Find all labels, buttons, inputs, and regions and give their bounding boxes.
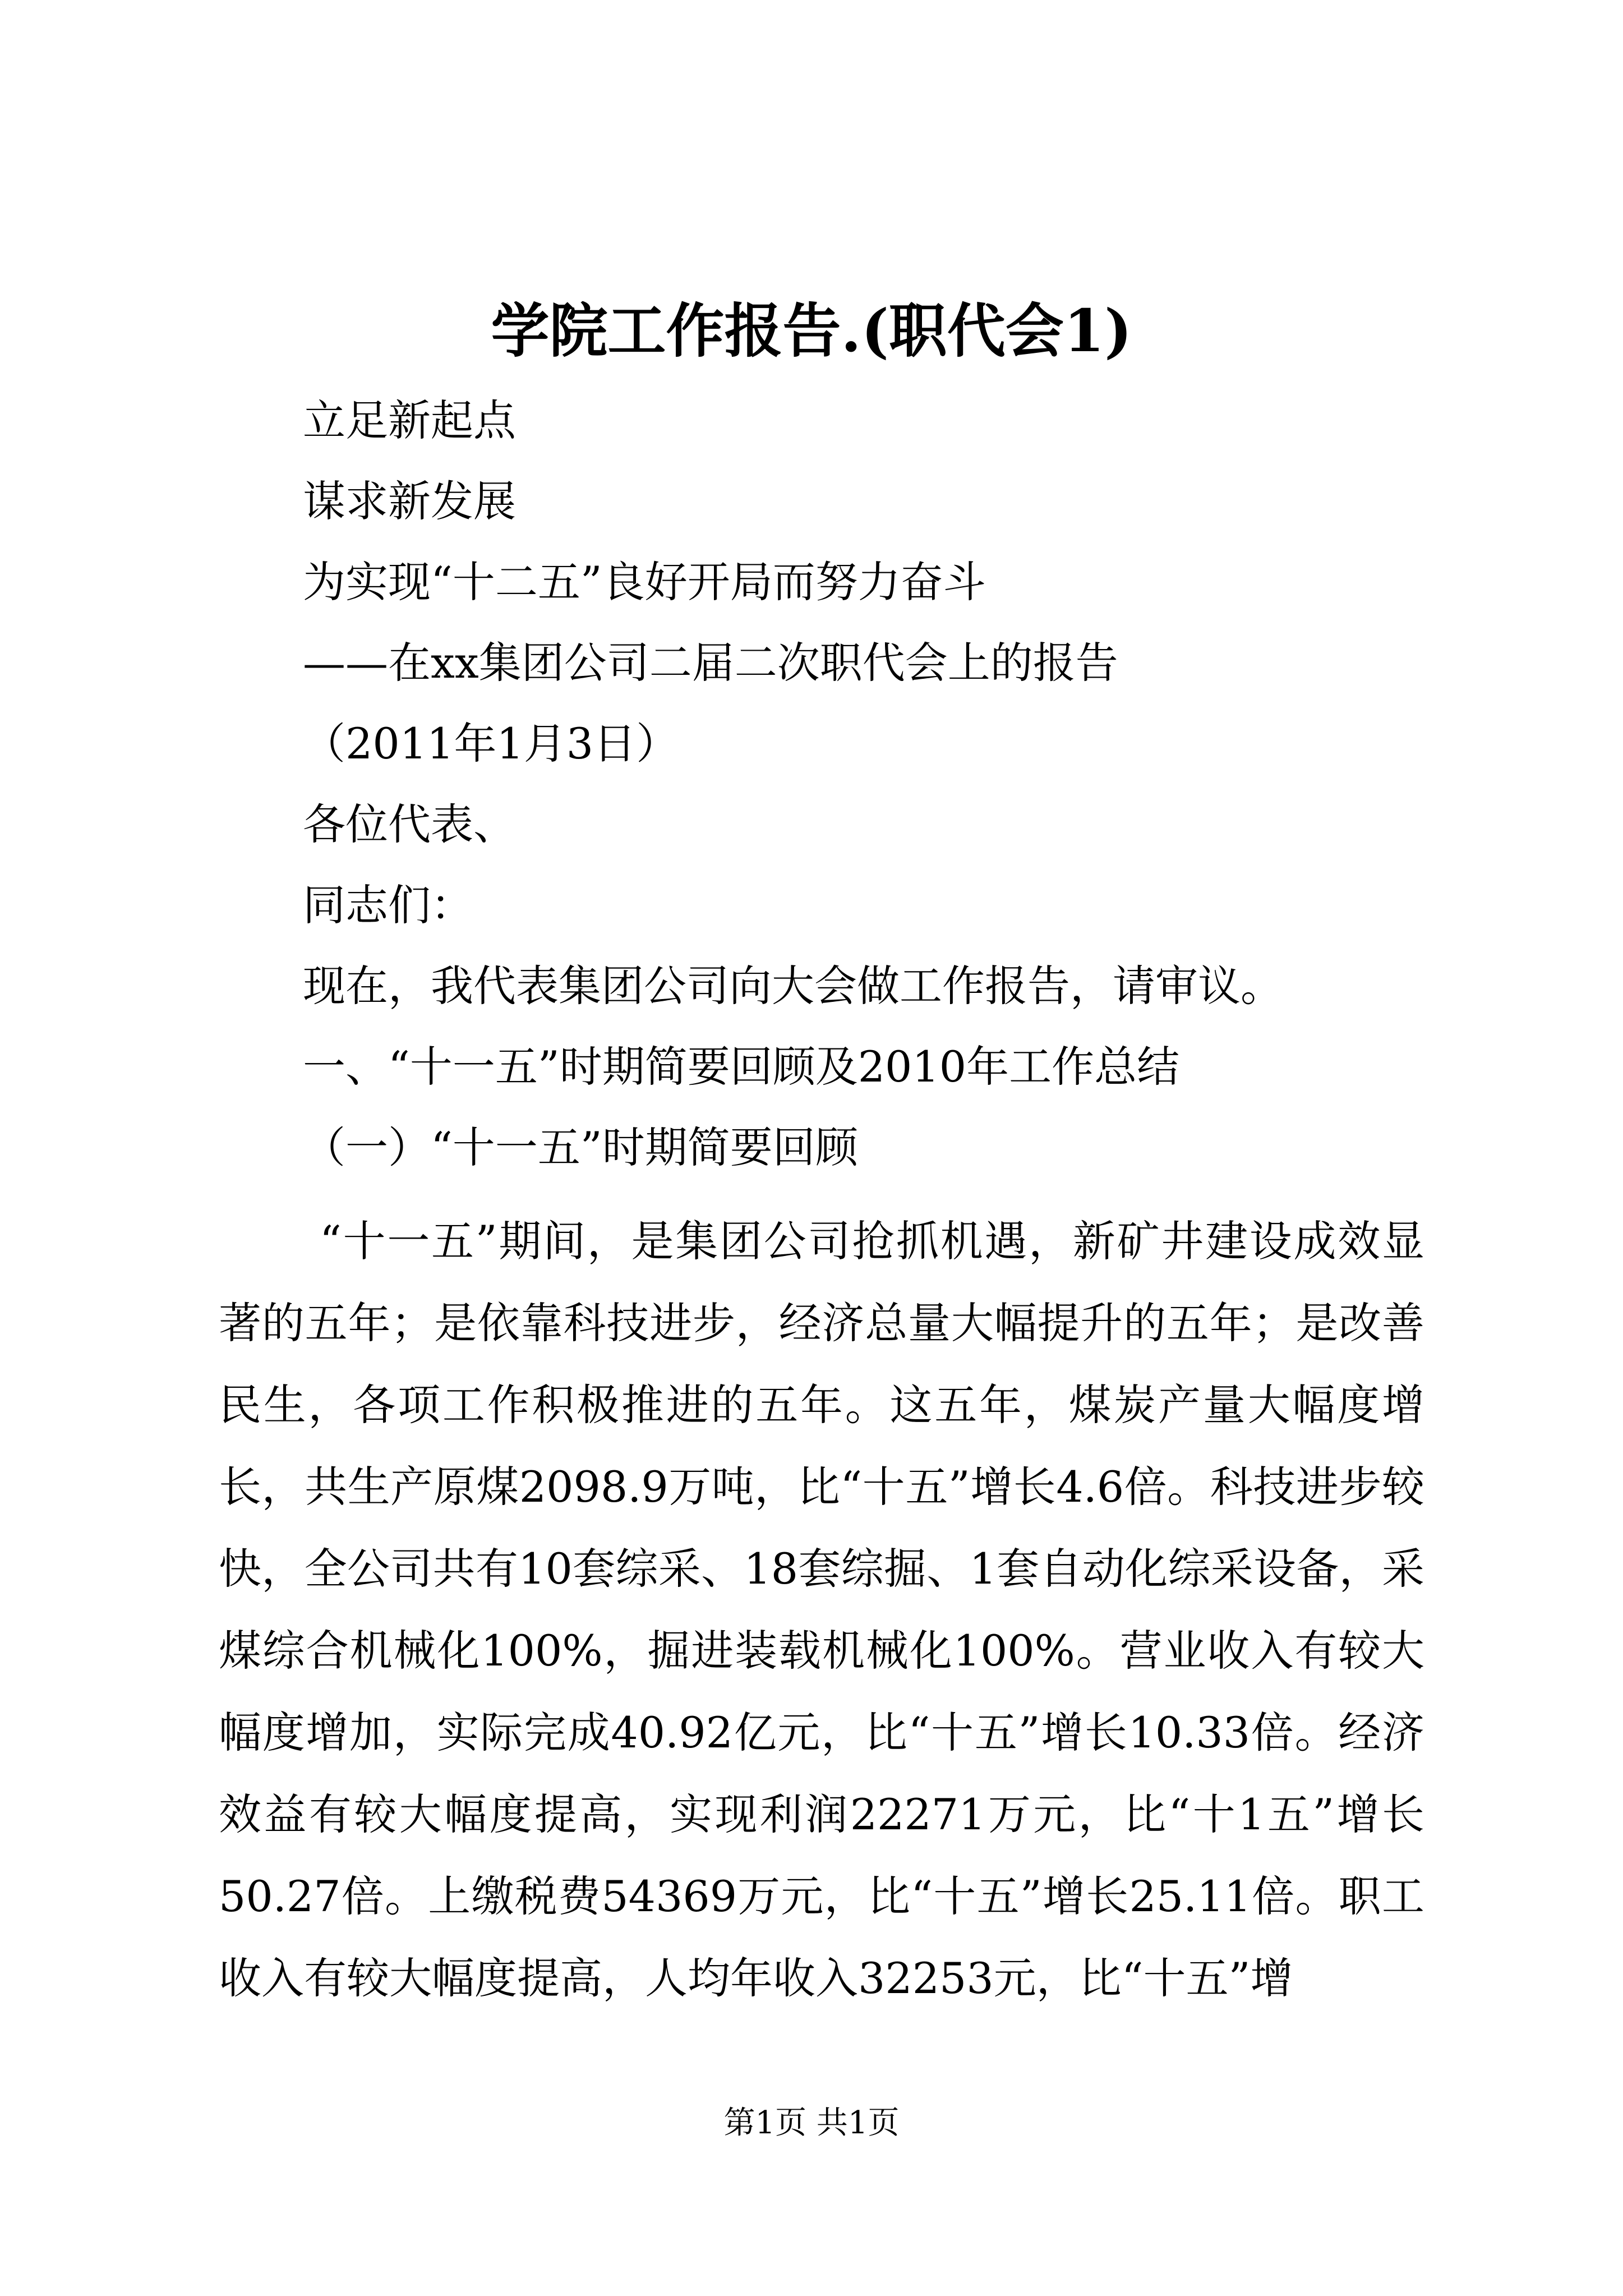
heading-line-4: ——在xx集团公司二届二次职代会上的报告: [303, 638, 1118, 688]
opening-line: 现在，我代表集团公司向大会做工作报告，请审议。: [303, 961, 1283, 1011]
heading-line-2: 谋求新发展: [303, 476, 516, 526]
page-footer: 第1页 共1页: [723, 2105, 900, 2141]
body-paragraph: “十一五”期间，是集团公司抢抓机遇，新矿井建设成效显著的五年；是依靠科技进步，经济总量大幅提升的五年；是改善民生，各项工作积极推进的五年。这五年，煤炭产量大幅度增长，共生产原煤2098.9万吨，比“十五”增长4.6倍。科技进步较快，全公司共有10套综采、18套综掘、1套自动化综采设备，采煤综合机械化100%，掘进装载机械化100%。营业收入有较大幅度增加，实际完成40.92亿元，比“十五”增长10.33倍。经济效益有较大幅度提高，实现利润22271万元，比“十1五”增长50.27倍。上缴税费54369万元，比“十五”增长25.11倍。职工收入有较大幅度提高，人均年收入32253元，比“十五”增: [219, 1216, 1424, 2003]
section-heading: 一、“十一五”时期简要回顾及2010年工作总结: [303, 1042, 1180, 1092]
document-title: 学院工作报告.(职代会1): [491, 296, 1132, 365]
date-line: （2011年1月3日）: [303, 719, 679, 769]
heading-line-1: 立足新起点: [303, 395, 516, 445]
heading-line-3: 为实现“十二五”良好开局而努力奋斗: [303, 557, 986, 607]
salutation-line-2: 同志们：: [303, 880, 473, 930]
salutation-line-1: 各位代表、: [303, 799, 516, 849]
subsection-heading: （一）“十一五”时期简要回顾: [303, 1122, 858, 1172]
